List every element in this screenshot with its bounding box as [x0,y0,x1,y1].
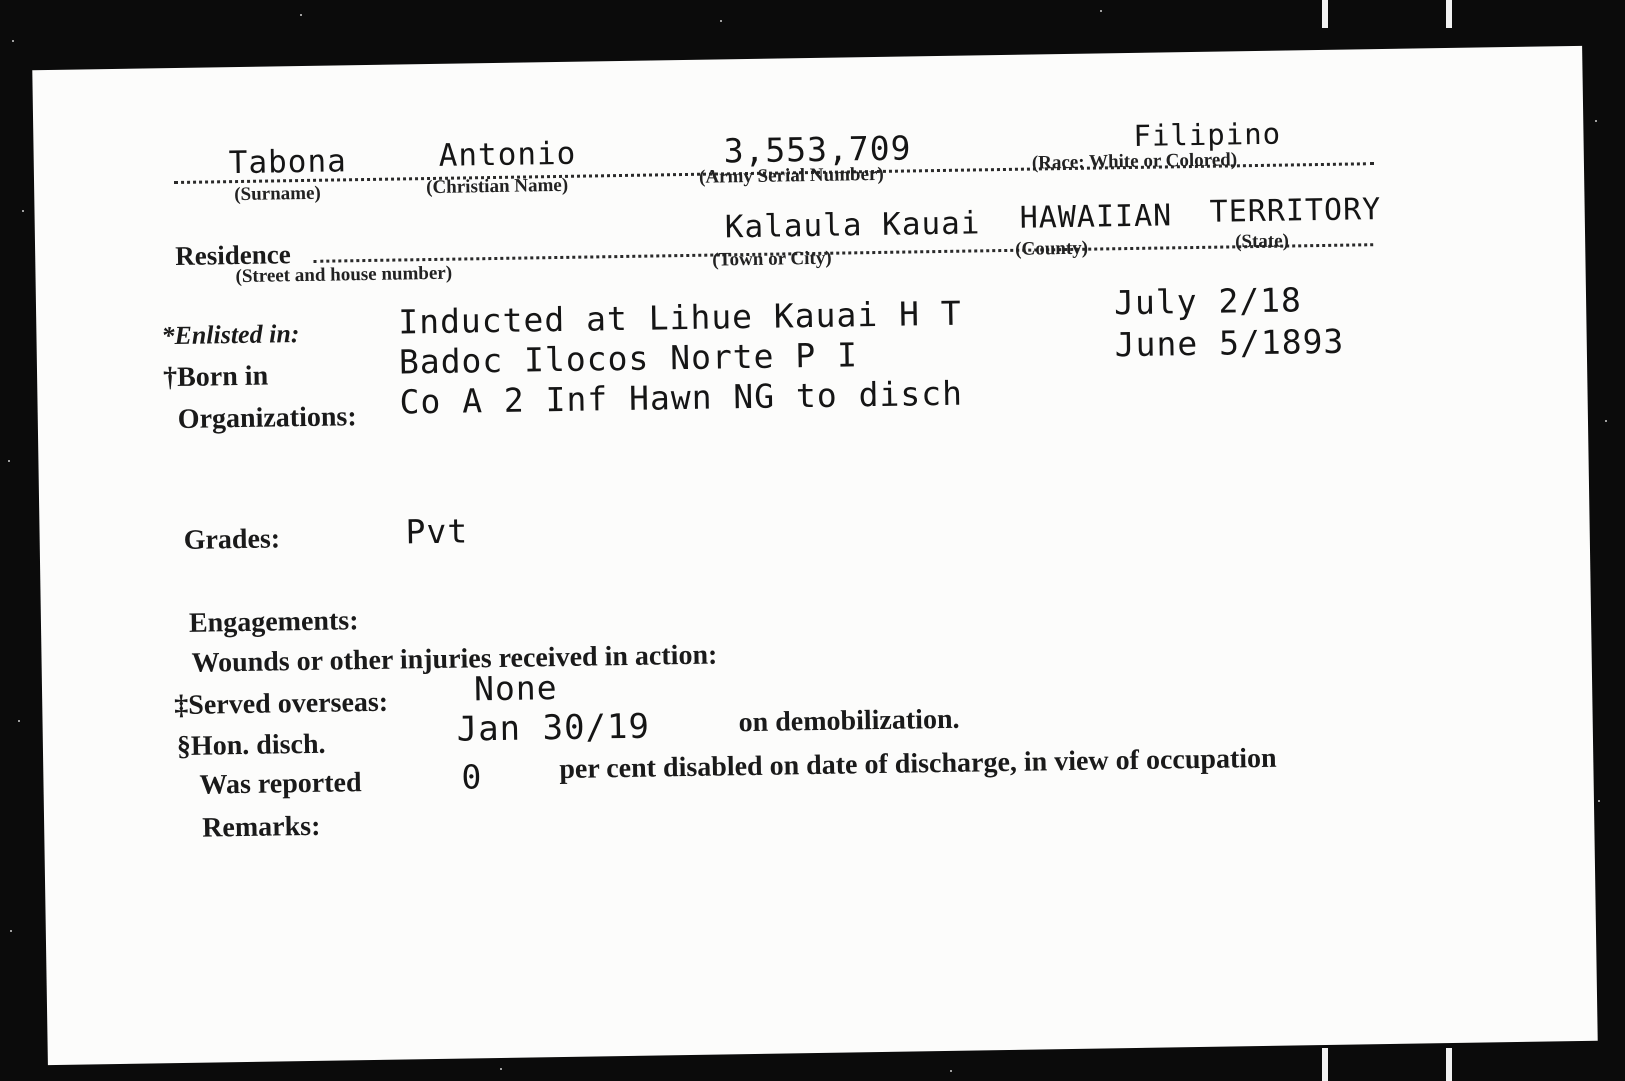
state-value: TERRITORY [1209,192,1382,230]
discharge-reason: on demobilization. [738,703,960,739]
street-caption: (Street and house number) [235,262,453,288]
honorable-discharge-label: §Hon. disch. [176,728,326,763]
surname-caption: (Surname) [234,182,321,206]
film-frame-bar [1446,0,1452,28]
film-speck [300,14,302,16]
film-frame-bar [1322,0,1328,28]
born-label: †Born in [162,360,269,394]
serial-number-caption: (Army Serial Number) [698,163,884,188]
born-date: June 5/1893 [1114,321,1345,365]
wounds-label: Wounds or other injuries received in action: [191,639,718,679]
film-speck [10,930,12,932]
residence-label: Residence [174,239,291,272]
disability-percent-value: 0 [461,757,483,797]
organizations-value: Co A 2 Inf Hawn NG to disch [399,373,964,422]
film-speck [1595,120,1597,122]
enlisted-value: Inducted at Lihue Kauai H T [397,293,962,342]
enlisted-date: July 2/18 [1113,280,1303,323]
remarks-label: Remarks: [201,810,321,844]
film-speck [720,20,722,22]
state-caption: (State) [1234,230,1290,253]
film-speck [18,720,20,722]
film-frame-bar [1322,1048,1328,1081]
served-overseas-value: None [473,668,558,709]
county-value: HAWAIIAN [1019,198,1173,236]
surname-value: Tabona [228,143,348,182]
film-speck [950,1070,952,1072]
was-reported-label: Was reported [199,767,362,801]
film-speck [1100,10,1102,12]
organizations-label: Organizations: [177,401,357,435]
film-frame-bar [1446,1048,1452,1081]
film-speck [1598,800,1600,802]
born-value: Badoc Ilocos Norte P I [398,335,859,382]
honorable-discharge-date: Jan 30/19 [456,706,651,750]
race-caption: (Race: White or Colored) [1031,149,1238,174]
engagements-label: Engagements: [188,605,359,639]
serial-number-value: 3,553,709 [723,128,912,171]
film-speck [8,460,10,462]
town-value: Kalaula Kauai [724,205,981,246]
christian-name-value: Antonio [438,135,577,174]
film-speck [12,40,14,42]
film-speck [1605,420,1607,422]
disability-statement: per cent disabled on date of discharge, in view of occupation [559,742,1277,786]
film-speck [22,210,24,212]
county-caption: (County) [1015,237,1089,260]
film-speck [500,1068,502,1070]
residence-line-dots [313,243,1373,263]
record-card [32,46,1597,1065]
race-value: Filipino [1133,116,1282,153]
christian-name-caption: (Christian Name) [426,174,569,199]
grades-label: Grades: [183,523,281,556]
enlisted-label: *Enlisted in: [161,319,300,351]
grades-value: Pvt [405,511,469,552]
town-caption: (Town or City) [712,247,832,271]
served-overseas-label: ‡Served overseas: [174,686,389,722]
